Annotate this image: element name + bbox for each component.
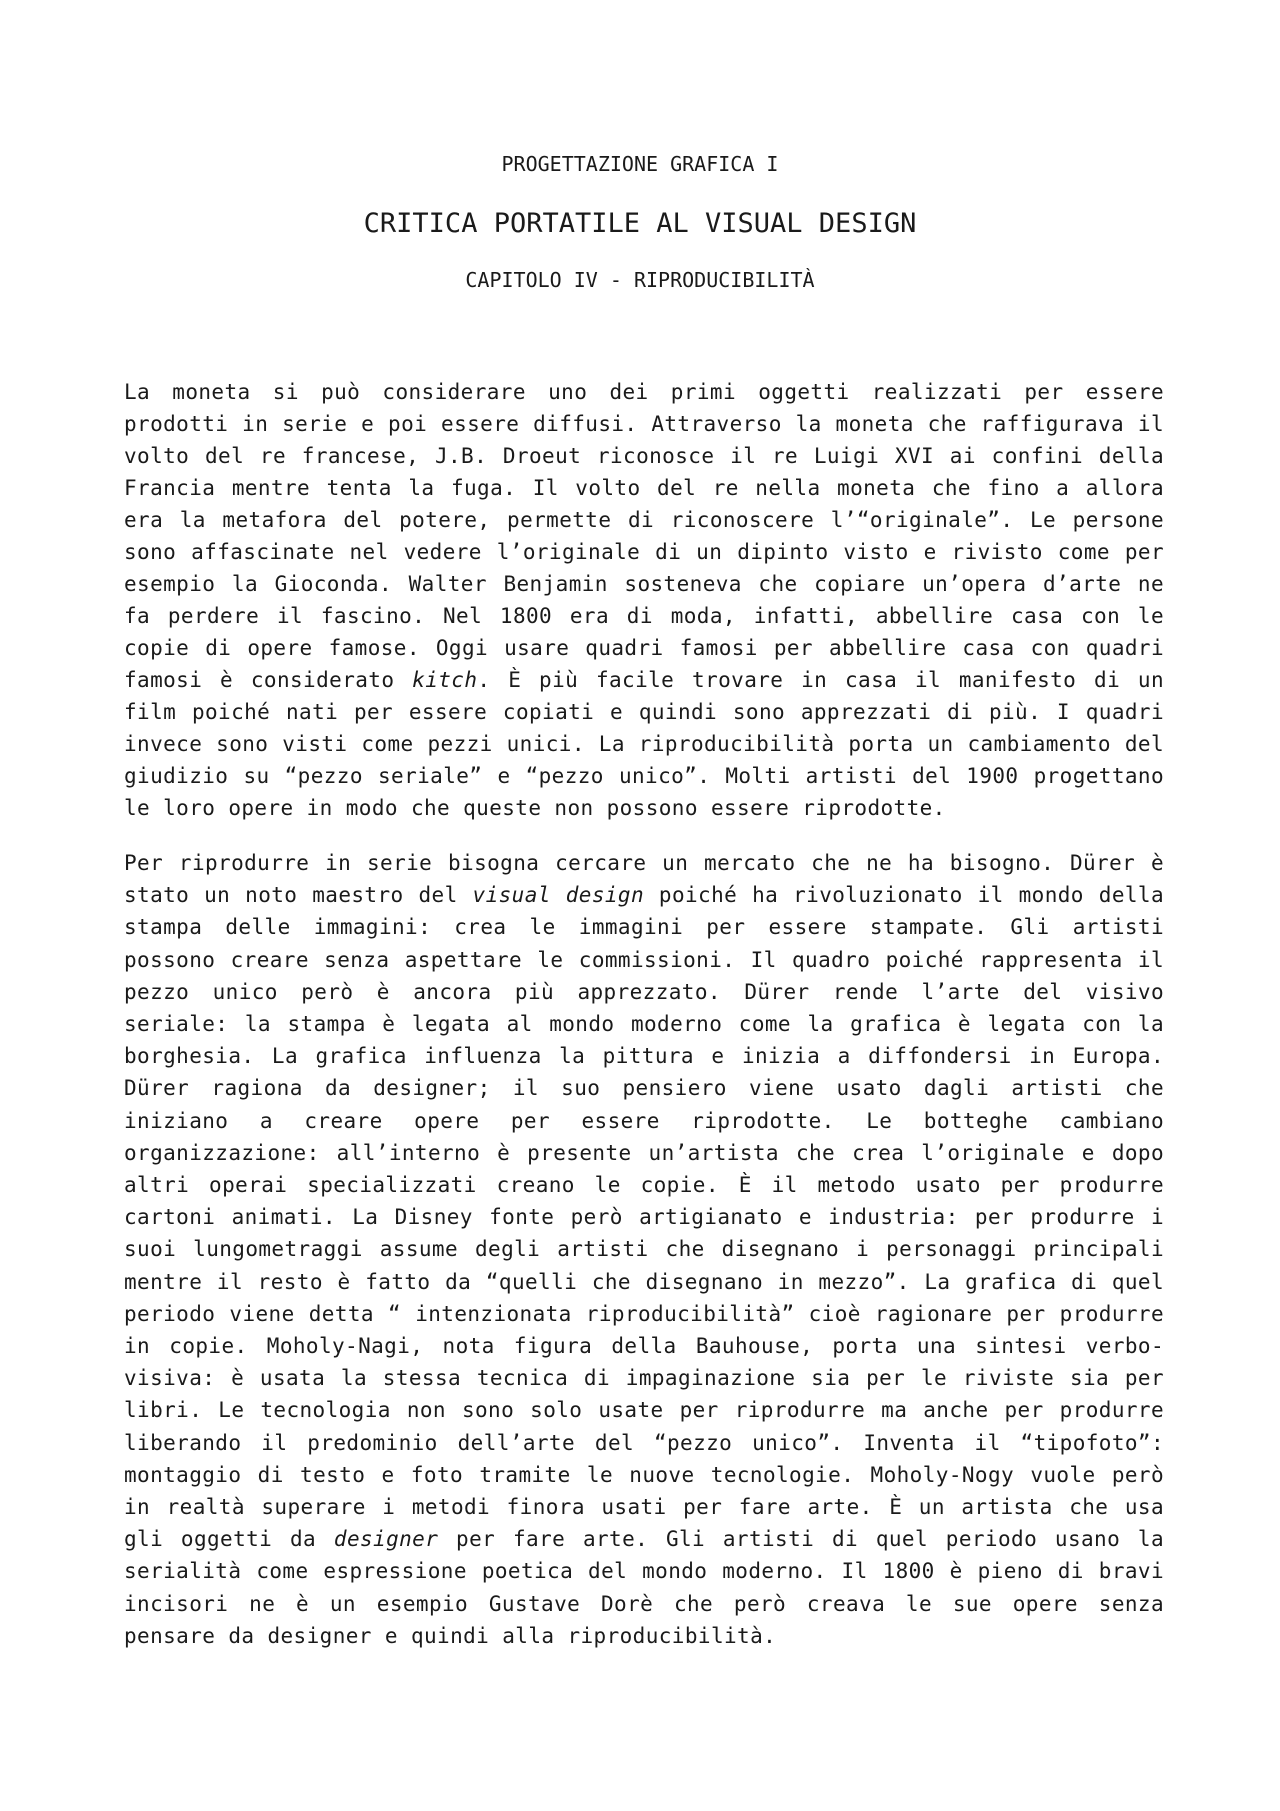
text-segment: per fare arte. Gli artisti di quel periodo usano la serialità come espressione poetica del mondo moderno. Il 1800 è pieno di bravi incisori ne è un esempio Gustave Dorè che però creava le sue opere senza pensare da designer e quindi alla riproducibilità. — [124, 1527, 1164, 1648]
italic-term: visual design — [472, 883, 644, 908]
paragraph — [124, 376, 1164, 824]
chapter-heading: CAPITOLO IV - RIPRODUCIBILITÀ — [465, 268, 815, 292]
text-segment: . È più facile trovare in casa il manifesto di un film poiché nati per essere copiati e quindi sono apprezzati di più. I quadri invece sono visti come pezzi unici. La riproducibilità porta un cambiamento del giudizio su “pezzo seriale” e “pezzo unico”. Molti artisti del 1900 progettano le loro opere in modo che queste non possono essere riprodotte. — [124, 668, 1164, 820]
course-heading: PROGETTAZIONE GRAFICA I — [501, 152, 779, 176]
document-title: CRITICA PORTATILE AL VISUAL DESIGN — [363, 208, 917, 239]
text-segment: Per riprodurre in serie bisogna cercare un mercato che ne ha bisogno. Dürer è stato un noto maestro del — [124, 851, 1164, 908]
paragraph — [124, 847, 1164, 1652]
italic-term: designer — [333, 1527, 439, 1552]
body-text — [124, 376, 1164, 1675]
text-segment: poiché ha rivoluzionato il mondo della stampa delle immagini: crea le immagini per essere stampate. Gli artisti possono creare senza aspettare le commissioni. Il quadro poiché rappresenta il pezzo unico però è ancora più apprezzato. Dürer rende l’arte del visivo seriale: la stampa è legata al mondo moderno come la grafica è legata con la borghesia. La grafica influenza la pittura e inizia a diffondersi in Europa. Dürer ragiona da designer; il suo pensiero viene usato dagli artisti che iniziano a creare opere per essere riprodotte. Le botteghe cambiano organizzazione: all’interno è presente un’artista che crea l’originale e dopo altri operai specializzati creano le copie. È il metodo usato per produrre cartoni animati. La Disney fonte però artigianato e industria: per produrre i suoi lungometraggi assume degli artisti che disegnano i personaggi principali mentre il resto è fatto da “quelli che disegnano in mezzo”. La grafica di quel periodo viene detta “ intenzionata riproducibilità” cioè ragionare per produrre in copie. Moholy-Nagi, nota figura della Bauhouse, porta una sintesi verbo-visiva: è usata la stessa tecnica di impaginazione sia per le riviste sia per libri. Le tecnologia non sono solo usate per riprodurre ma anche per produrre liberando il predominio dell’arte del “pezzo unico”. Inventa il “tipofoto”: montaggio di testo e foto tramite le nuove tecnologie. Moholy-Nogy vuole però in realtà superare i metodi finora usati per fare arte. È un artista che usa gli oggetti da — [124, 883, 1164, 1552]
italic-term: kitch — [412, 668, 478, 692]
text-segment: La moneta si può considerare uno dei primi oggetti realizzati per essere prodotti in serie e poi essere diffusi. Attraverso la moneta che raffigurava il volto del re francese, J.B. Droeut riconosce il re Luigi XVI ai confini della Francia mentre tenta la fuga. Il volto del re nella moneta che fino a allora era la metafora del potere, permette di riconoscere l’“originale”. Le persone sono affascinate nel vedere l’originale di un dipinto visto e rivisto come per esempio la Gioconda. Walter Benjamin sosteneva che copiare un’opera d’arte ne fa perdere il fascino. Nel 1800 era di moda, infatti, abbellire casa con le copie di opere famose. Oggi usare quadri famosi per abbellire casa con quadri famosi è considerato — [124, 380, 1164, 692]
